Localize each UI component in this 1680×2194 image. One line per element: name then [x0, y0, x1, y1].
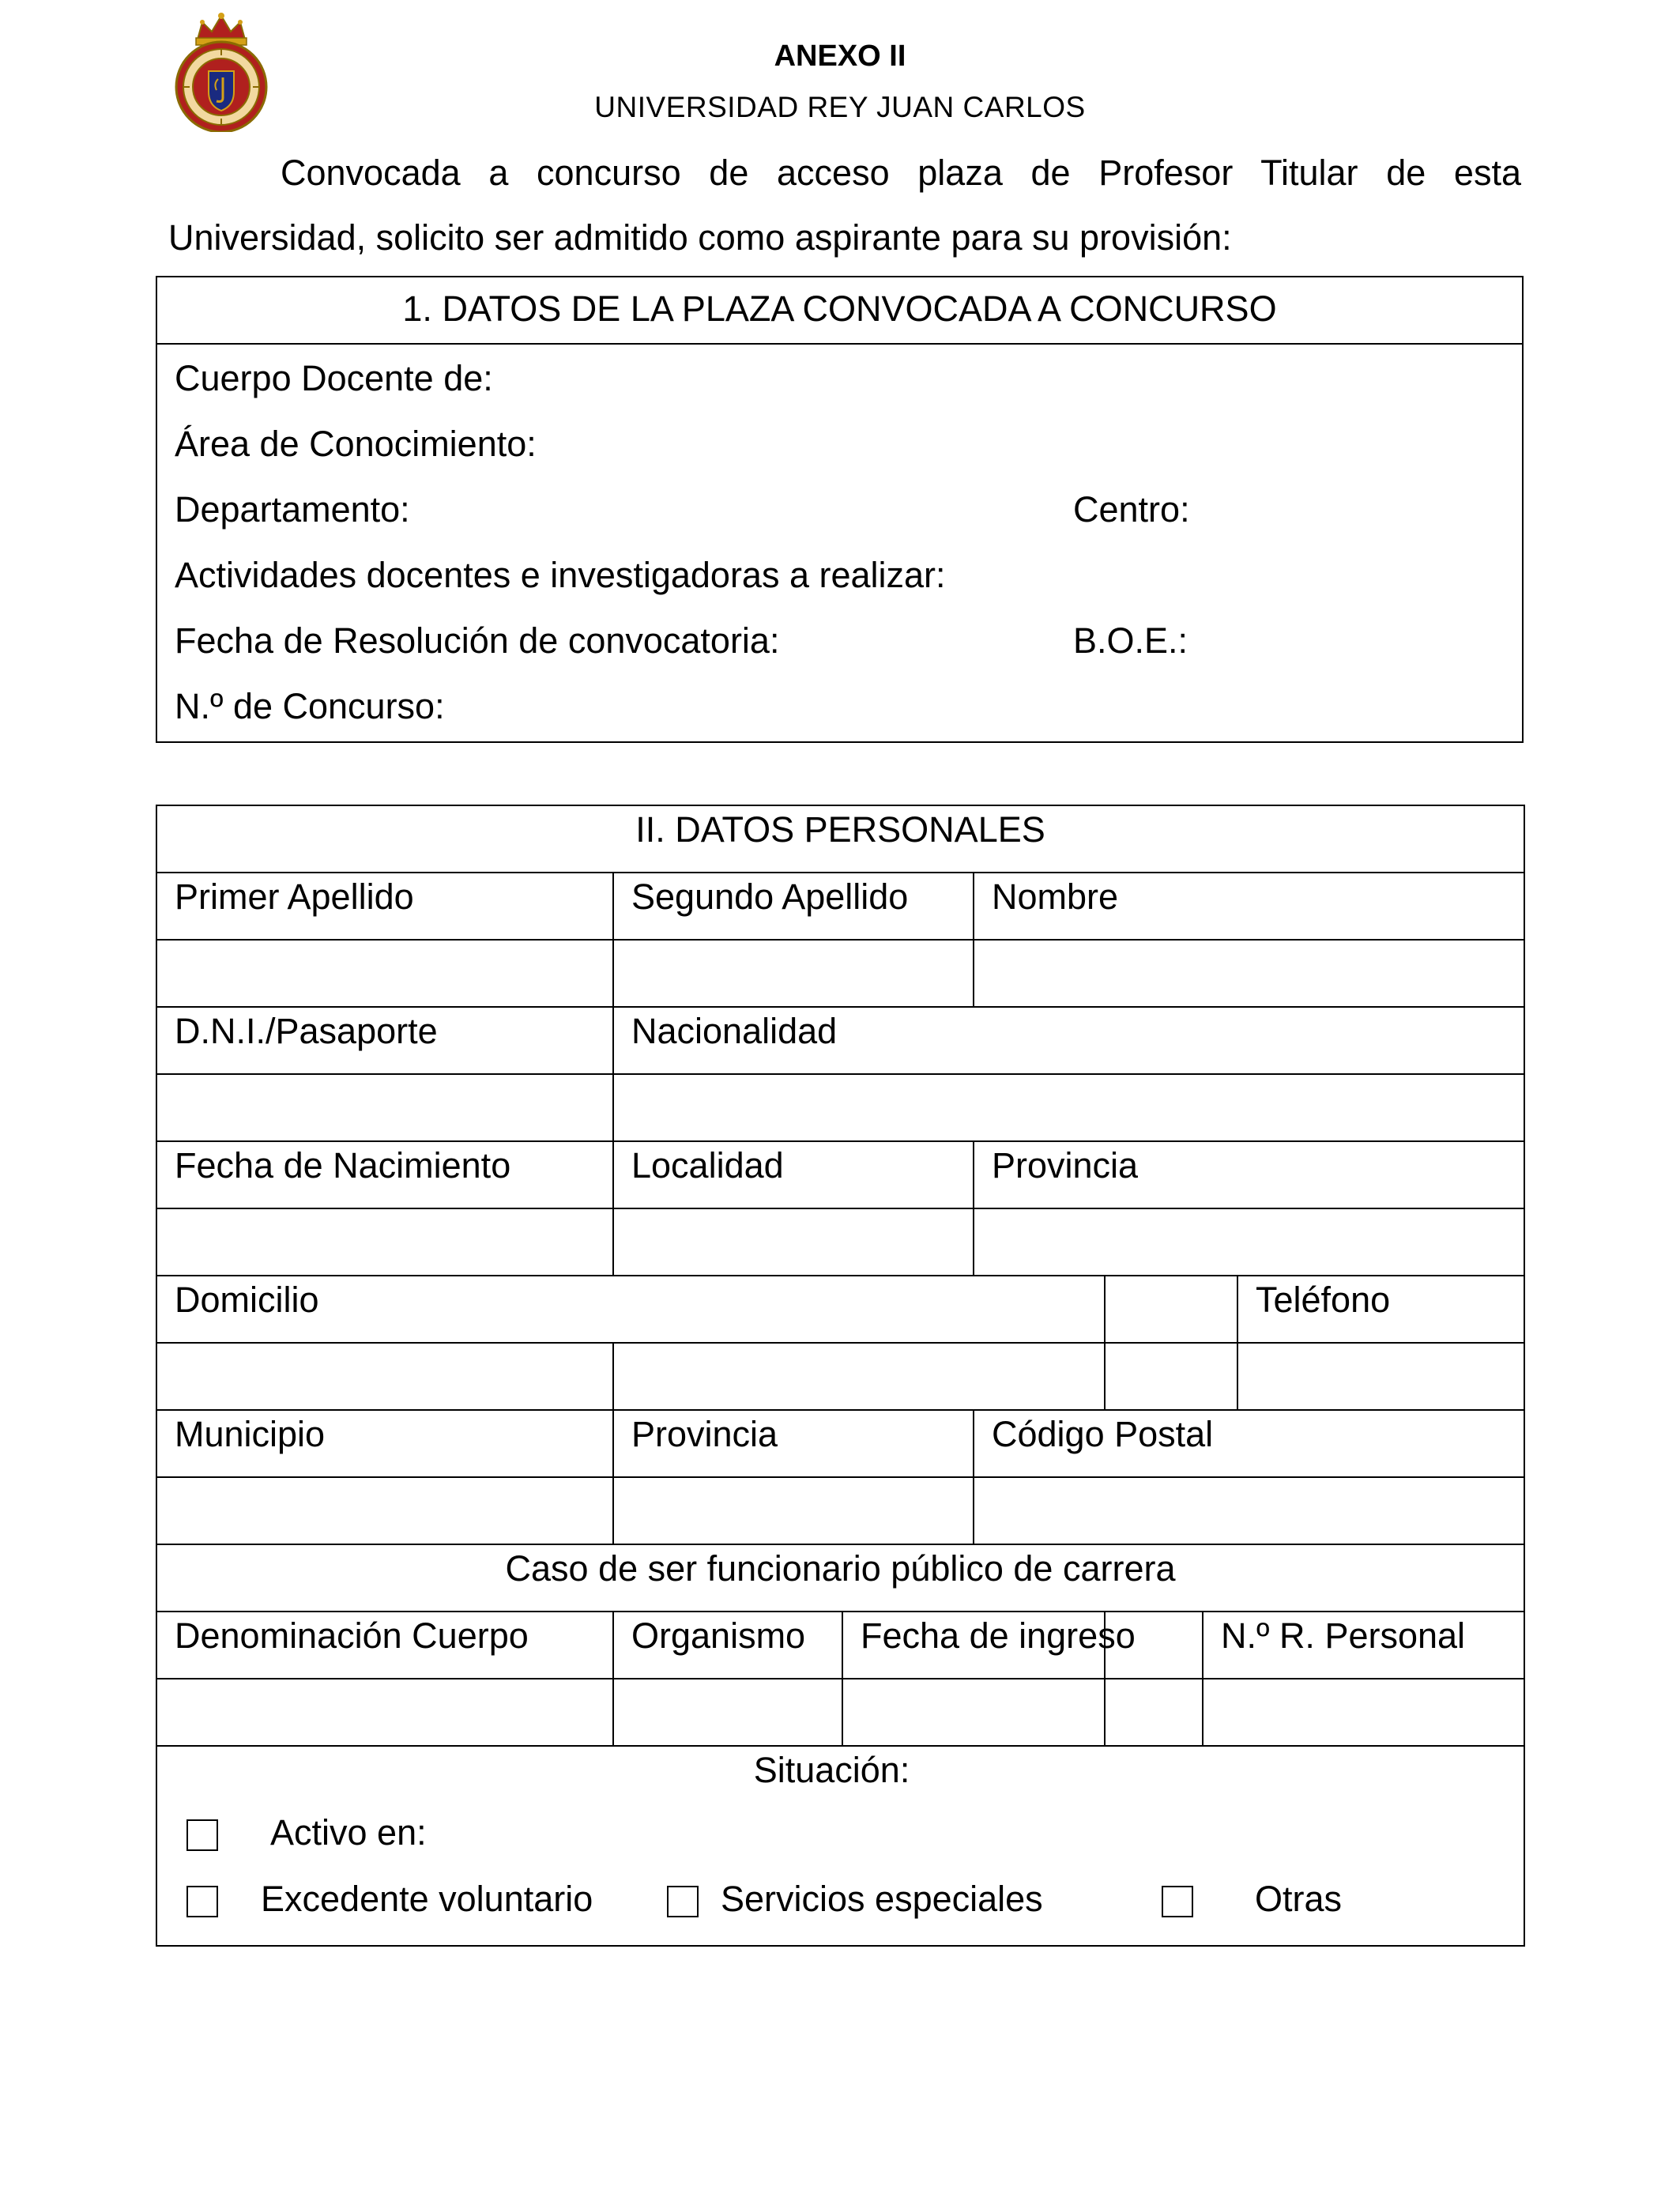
fecha-resolucion-field[interactable] [175, 610, 1522, 676]
nombre-input[interactable] [974, 940, 1524, 1007]
telefono-label: Teléfono [1237, 1276, 1524, 1342]
excedente-label: Excedente voluntario [261, 1879, 593, 1919]
denominacion-cuerpo-input[interactable] [156, 1679, 613, 1746]
plaza-data-table [156, 276, 1524, 743]
telefono-input-cell [1105, 1343, 1524, 1410]
otras-checkbox[interactable] [1162, 1886, 1193, 1917]
provincia-label: Provincia [613, 1410, 974, 1477]
domicilio-input-c[interactable] [1106, 1344, 1237, 1409]
actividades-field[interactable] [175, 545, 1522, 610]
activo-checkbox[interactable] [186, 1819, 218, 1851]
section2-title: II. DATOS PERSONALES [156, 805, 1524, 873]
domicilio-input-b[interactable] [613, 1343, 1105, 1410]
codigo-postal-input[interactable] [974, 1477, 1524, 1544]
numero-concurso-label: N.º de Concurso: [175, 686, 445, 726]
domicilio-label: Domicilio [156, 1276, 1105, 1343]
segundo-apellido-input[interactable] [613, 940, 974, 1007]
denominacion-cuerpo-label: Denominación Cuerpo [156, 1612, 613, 1679]
localidad-input[interactable] [613, 1208, 974, 1276]
municipio-label: Municipio [156, 1410, 613, 1477]
cuerpo-docente-label: Cuerpo Docente de: [175, 358, 493, 398]
dni-label: D.N.I./Pasaporte [156, 1007, 613, 1074]
situacion-row-1 [157, 1805, 1524, 1872]
nrp-cell [1105, 1612, 1524, 1679]
servicios-checkbox[interactable] [667, 1886, 699, 1917]
codigo-postal-label: Código Postal [974, 1410, 1524, 1477]
intro-paragraph: Convocada a concurso de acceso plaza de Profesor Titular de esta Universidad, solicito ser admitido como aspirante para su provisión: [168, 153, 1521, 258]
localidad-label: Localidad [613, 1141, 974, 1208]
personal-data-table [156, 805, 1525, 1947]
actividades-label: Actividades docentes e investigadoras a realizar: [175, 555, 946, 595]
fecha-nacimiento-label: Fecha de Nacimiento [156, 1141, 613, 1208]
nacionalidad-label: Nacionalidad [613, 1007, 1524, 1074]
segundo-apellido-label: Segundo Apellido [613, 873, 974, 940]
nacionalidad-input[interactable] [613, 1074, 1524, 1141]
municipio-input[interactable] [156, 1477, 613, 1544]
activo-label: Activo en: [270, 1812, 427, 1853]
departamento-field[interactable] [175, 479, 1522, 545]
fecha-ingreso-input-ext[interactable] [1106, 1679, 1202, 1745]
annex-title: ANEXO II [774, 40, 906, 73]
university-name: UNIVERSIDAD REY JUAN CARLOS [594, 91, 1086, 123]
section1-title: 1. DATOS DE LA PLAZA CONVOCADA A CONCURSO [156, 277, 1523, 344]
telefono-input[interactable] [1237, 1344, 1524, 1409]
situacion-title: Situación: [753, 1750, 910, 1790]
boe-label: B.O.E.: [1073, 620, 1188, 661]
situacion-section [156, 1746, 1524, 1946]
centro-label: Centro: [1073, 489, 1190, 530]
otras-label: Otras [1255, 1879, 1343, 1919]
cuerpo-docente-field[interactable] [175, 348, 1522, 413]
organismo-label: Organismo [613, 1612, 842, 1679]
fecha-resolucion-label: Fecha de Resolución de convocatoria: [175, 620, 780, 661]
situacion-row-2 [157, 1872, 1524, 1938]
departamento-label: Departamento: [175, 489, 410, 530]
provincia-input[interactable] [613, 1477, 974, 1544]
funcionario-title: Caso de ser funcionario público de carrera [156, 1544, 1524, 1612]
nrp-input-cell [1105, 1679, 1524, 1746]
nrp-label: N.º R. Personal [1202, 1612, 1524, 1678]
numero-concurso-field[interactable] [175, 676, 1522, 741]
nrp-input[interactable] [1202, 1679, 1524, 1745]
fecha-ingreso-cell [842, 1612, 1136, 1679]
servicios-label: Servicios especiales [721, 1879, 1043, 1919]
area-conocimiento-field[interactable] [175, 413, 1522, 479]
fecha-ingreso-label: Fecha de ingreso [861, 1615, 1136, 1656]
excedente-checkbox[interactable] [186, 1886, 218, 1917]
provincia-nacimiento-input[interactable] [974, 1208, 1524, 1276]
fecha-nacimiento-input[interactable] [156, 1208, 613, 1276]
dni-input[interactable] [156, 1074, 613, 1141]
provincia-nacimiento-label: Provincia [974, 1141, 1524, 1208]
fecha-ingreso-input[interactable] [842, 1679, 1105, 1746]
primer-apellido-input[interactable] [156, 940, 613, 1007]
primer-apellido-label: Primer Apellido [156, 873, 613, 940]
area-conocimiento-label: Área de Conocimiento: [175, 424, 537, 464]
domicilio-input-a[interactable] [156, 1343, 613, 1410]
plaza-fields [156, 344, 1523, 742]
organismo-input[interactable] [613, 1679, 842, 1746]
nombre-label: Nombre [974, 873, 1524, 940]
telefono-label-cell [1105, 1276, 1524, 1343]
